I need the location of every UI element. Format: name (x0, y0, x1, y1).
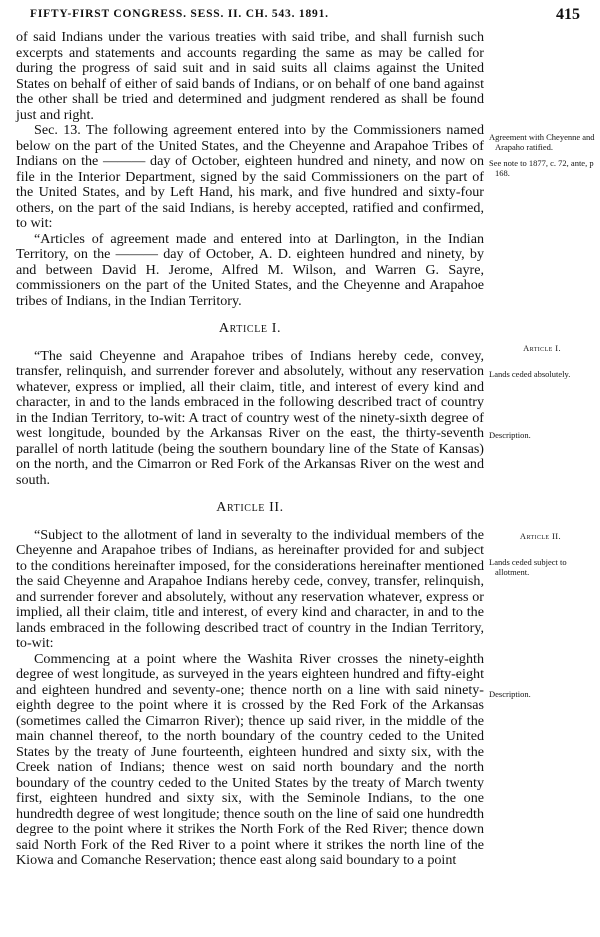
article-2-heading: Article II. (216, 500, 284, 515)
statute-text (16, 30, 484, 869)
paragraph-articles-of-agreement: “Articles of agreement made and entered into at Darlington, in the Indian Territory, on the ——— day of October, A. D. eighteen hundred and ninety, by and between David H. Jerome, Alfred M. Wilson, and Warren G. Sayre, commissioners on the part of the United States, and the Cheyenne and Arapahoe tribes of Indians, in the Indian Territory. (16, 230, 484, 309)
article-1-heading: Article I. (218, 321, 282, 336)
paragraph-article-1: “The said Cheyenne and Arapahoe tribes of Indians hereby cede, convey, transfer, relinquish, and surrender forever and absolutely, without any reservation whatever, express or implied, all their claim, title, and interest of every kind and character, in and to the lands embraced in the following described tract of country in the Indian Territory, to-wit: A tract of country west of the ninety-sixth degree of west longitude, bounded by the Arkansas River on the east, the thirty-seventh parallel of north latitude (being the southern boundary line of the State of Kansas) on the north, and the Cimarron or Red Fork of the Arkansas River on the west and south. (16, 347, 484, 488)
margin-note-description-2: Description. (489, 689, 531, 699)
margin-note-description-1: Description. (489, 430, 531, 440)
running-header (0, 6, 600, 28)
paragraph-article-2: “Subject to the allotment of land in severalty to the individual members of the Cheyenne and Arapahoe tribes of Indians, as hereinafter provided for and subject to the conditions hereinafter imposed, for the considerations hereinafter mentioned the said Cheyenne and Arapahoe Indians hereby cede, convey, transfer, relinquish, and surrender forever and absolutely, without any reservation whatever, express or implied, all their claim, title and interest, of every kind and character, in and to the lands embraced in the following described tract of country in the Indian Territory, to-wit: (16, 526, 484, 651)
paragraph-sec-13: Sec. 13. The following agreement entered into by the Commissioners named below on the part of the United States, and the Cheyenne and Arapahoe Tribes of Indians on the ——— day of October, eighteen hundred and ninety, and now on file in the Interior Department, signed by the said Commissioners on the part of the United States, and by Left Hand, his mark, and five hundred and sixty-four others, on the part of the said Indians, is hereby accepted, ratified and confirmed, to wit: (16, 122, 484, 231)
margin-note-agreement: Agreement with Cheyenne and Arapaho ratified. (489, 132, 595, 152)
margin-note-article-1: Article I. (523, 343, 561, 353)
page-number: 415 (556, 6, 580, 23)
paragraph-description: Commencing at a point where the Washita River crosses the ninety-eighth degree of west longitude, as surveyed in the years eighteen hundred and fifty-eight and eighteen hundred and seventy-one; thence north on a line with said ninety-eighth degree to the point where it is crossed by the Red Fork of the Arkansas (sometimes called the Cimarron River); thence up said river, in the middle of the main channel thereof, to the north boundary of the country ceded to the United States by the treaty of June fourteenth, eighteen hundred and sixty six, with the Creek nation of Indians; thence west on said north boundary and the north boundary of the country ceded to the United States by the treaty of March twenty first, eighteen hundred and sixty six, with the Seminole Indians, to the one hundredth degree of west longitude; thence south on the line of said one hundredth degree to the point where it strikes the North Fork of the Red River; thence down said North Fork of the Red River to a point where it strikes the north line of the Kiowa and Comanche Reservation; thence east along said boundary to a point (16, 650, 484, 868)
margin-note-article-2: Article II. (519, 531, 561, 541)
running-title: FIFTY-FIRST CONGRESS. SESS. II. CH. 543. 1891. (30, 8, 329, 20)
margin-note-lands-ceded: Lands ceded absolutely. (489, 369, 571, 379)
margin-note-lands-ceded-subject: Lands ceded subject to allotment. (489, 557, 567, 577)
margin-note-see-note: See note to 1877, c. 72, ante, p 168. (489, 158, 594, 178)
paragraph-suit-claims: of said Indians under the various treaties with said tribe, and shall furnish such excerpts and statements and accounts regarding the same as may be called for during the progress of said suit and in said suits all claims against the United States on behalf of either of said bands of Indians, or on behalf of one band against the other shall be tried and determined and judgment rendered as shall be found just and right. (16, 29, 484, 123)
